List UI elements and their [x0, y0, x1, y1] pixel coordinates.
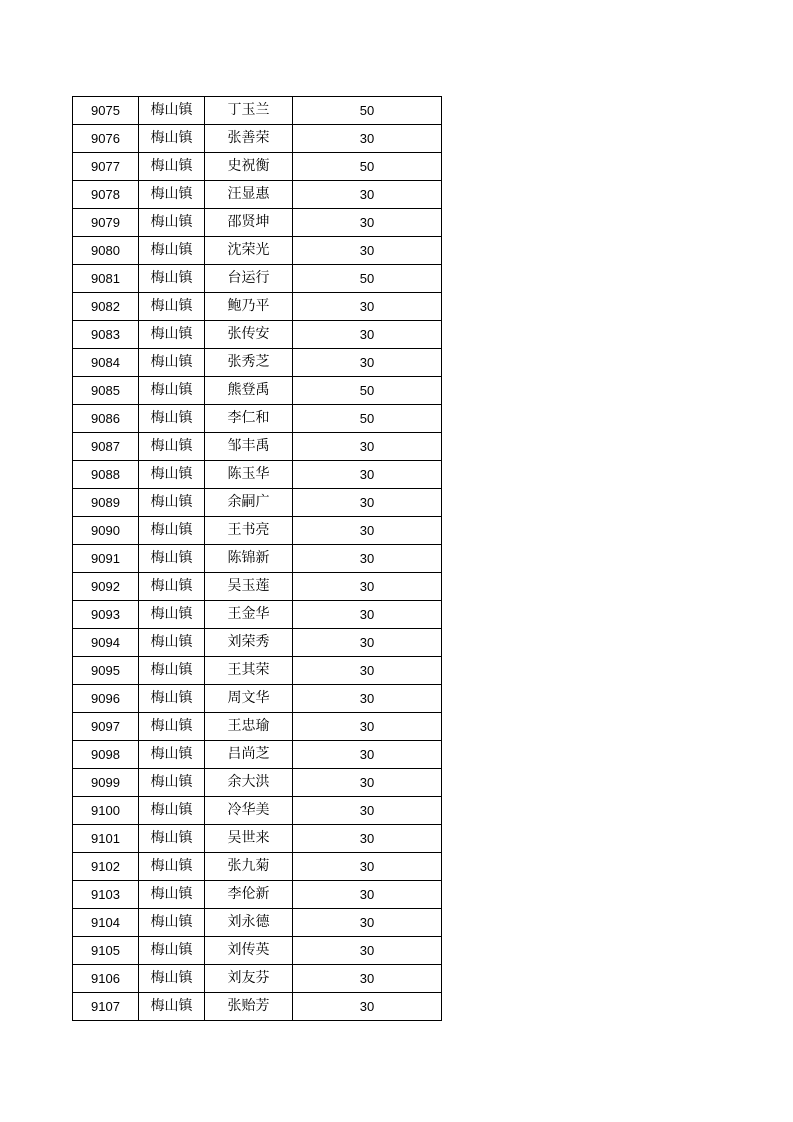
amount-cell: 50 — [293, 153, 442, 181]
row-id-cell: 9088 — [73, 461, 139, 489]
amount-cell: 30 — [293, 937, 442, 965]
table-row — [73, 937, 442, 965]
town-cell: 梅山镇 — [139, 321, 205, 349]
amount-cell: 30 — [293, 293, 442, 321]
amount-cell: 30 — [293, 853, 442, 881]
amount-cell: 30 — [293, 741, 442, 769]
row-id-cell: 9092 — [73, 573, 139, 601]
table-row — [73, 265, 442, 293]
amount-cell: 30 — [293, 993, 442, 1021]
person-name-cell: 张秀芝 — [205, 349, 293, 377]
town-cell: 梅山镇 — [139, 489, 205, 517]
row-id-cell: 9080 — [73, 237, 139, 265]
person-name-cell: 陈玉华 — [205, 461, 293, 489]
row-id-cell: 9077 — [73, 153, 139, 181]
town-cell: 梅山镇 — [139, 209, 205, 237]
table-row — [73, 405, 442, 433]
town-cell: 梅山镇 — [139, 937, 205, 965]
table-row — [73, 573, 442, 601]
amount-cell: 30 — [293, 769, 442, 797]
town-cell: 梅山镇 — [139, 601, 205, 629]
row-id-cell: 9090 — [73, 517, 139, 545]
town-cell: 梅山镇 — [139, 153, 205, 181]
amount-cell: 30 — [293, 909, 442, 937]
row-id-cell: 9082 — [73, 293, 139, 321]
person-name-cell: 刘传英 — [205, 937, 293, 965]
roster-table-body — [73, 97, 442, 1021]
table-row — [73, 125, 442, 153]
person-name-cell: 吕尚芝 — [205, 741, 293, 769]
amount-cell: 30 — [293, 489, 442, 517]
town-cell: 梅山镇 — [139, 125, 205, 153]
town-cell: 梅山镇 — [139, 181, 205, 209]
person-name-cell: 李伦新 — [205, 881, 293, 909]
table-row — [73, 797, 442, 825]
table-row — [73, 97, 442, 125]
town-cell: 梅山镇 — [139, 657, 205, 685]
row-id-cell: 9091 — [73, 545, 139, 573]
table-row — [73, 881, 442, 909]
town-cell: 梅山镇 — [139, 685, 205, 713]
row-id-cell: 9084 — [73, 349, 139, 377]
person-name-cell: 王忠瑜 — [205, 713, 293, 741]
town-cell: 梅山镇 — [139, 769, 205, 797]
table-row — [73, 349, 442, 377]
row-id-cell: 9102 — [73, 853, 139, 881]
person-name-cell: 李仁和 — [205, 405, 293, 433]
town-cell: 梅山镇 — [139, 825, 205, 853]
amount-cell: 30 — [293, 825, 442, 853]
town-cell: 梅山镇 — [139, 797, 205, 825]
table-row — [73, 153, 442, 181]
town-cell: 梅山镇 — [139, 97, 205, 125]
table-row — [73, 909, 442, 937]
person-name-cell: 吴世来 — [205, 825, 293, 853]
amount-cell: 30 — [293, 433, 442, 461]
row-id-cell: 9078 — [73, 181, 139, 209]
table-row — [73, 601, 442, 629]
amount-cell: 30 — [293, 321, 442, 349]
table-row — [73, 293, 442, 321]
town-cell: 梅山镇 — [139, 629, 205, 657]
row-id-cell: 9087 — [73, 433, 139, 461]
person-name-cell: 汪显惠 — [205, 181, 293, 209]
person-name-cell: 余嗣广 — [205, 489, 293, 517]
amount-cell: 30 — [293, 797, 442, 825]
town-cell: 梅山镇 — [139, 545, 205, 573]
row-id-cell: 9085 — [73, 377, 139, 405]
person-name-cell: 王书亮 — [205, 517, 293, 545]
town-cell: 梅山镇 — [139, 965, 205, 993]
row-id-cell: 9097 — [73, 713, 139, 741]
row-id-cell: 9089 — [73, 489, 139, 517]
amount-cell: 30 — [293, 545, 442, 573]
table-row — [73, 489, 442, 517]
table-row — [73, 713, 442, 741]
row-id-cell: 9098 — [73, 741, 139, 769]
table-row — [73, 321, 442, 349]
row-id-cell: 9079 — [73, 209, 139, 237]
table-row — [73, 461, 442, 489]
person-name-cell: 熊登禹 — [205, 377, 293, 405]
town-cell: 梅山镇 — [139, 993, 205, 1021]
table-row — [73, 433, 442, 461]
person-name-cell: 史祝衡 — [205, 153, 293, 181]
amount-cell: 50 — [293, 377, 442, 405]
table-row — [73, 657, 442, 685]
amount-cell: 30 — [293, 349, 442, 377]
amount-cell: 30 — [293, 517, 442, 545]
table-row — [73, 629, 442, 657]
amount-cell: 50 — [293, 97, 442, 125]
amount-cell: 30 — [293, 601, 442, 629]
table-row — [73, 993, 442, 1021]
row-id-cell: 9076 — [73, 125, 139, 153]
person-name-cell: 张九菊 — [205, 853, 293, 881]
town-cell: 梅山镇 — [139, 433, 205, 461]
town-cell: 梅山镇 — [139, 349, 205, 377]
town-cell: 梅山镇 — [139, 461, 205, 489]
person-name-cell: 刘荣秀 — [205, 629, 293, 657]
town-cell: 梅山镇 — [139, 713, 205, 741]
town-cell: 梅山镇 — [139, 377, 205, 405]
person-name-cell: 陈锦新 — [205, 545, 293, 573]
person-name-cell: 鲍乃平 — [205, 293, 293, 321]
row-id-cell: 9100 — [73, 797, 139, 825]
row-id-cell: 9096 — [73, 685, 139, 713]
amount-cell: 30 — [293, 629, 442, 657]
row-id-cell: 9086 — [73, 405, 139, 433]
table-row — [73, 181, 442, 209]
row-id-cell: 9105 — [73, 937, 139, 965]
amount-cell: 30 — [293, 713, 442, 741]
row-id-cell: 9103 — [73, 881, 139, 909]
person-name-cell: 王金华 — [205, 601, 293, 629]
town-cell: 梅山镇 — [139, 517, 205, 545]
table-row — [73, 517, 442, 545]
table-row — [73, 685, 442, 713]
person-name-cell: 余大洪 — [205, 769, 293, 797]
row-id-cell: 9107 — [73, 993, 139, 1021]
amount-cell: 30 — [293, 181, 442, 209]
person-name-cell: 周文华 — [205, 685, 293, 713]
town-cell: 梅山镇 — [139, 237, 205, 265]
row-id-cell: 9094 — [73, 629, 139, 657]
amount-cell: 30 — [293, 209, 442, 237]
town-cell: 梅山镇 — [139, 573, 205, 601]
person-name-cell: 台运行 — [205, 265, 293, 293]
table-row — [73, 377, 442, 405]
roster-table — [72, 96, 442, 1021]
person-name-cell: 王其荣 — [205, 657, 293, 685]
town-cell: 梅山镇 — [139, 265, 205, 293]
table-row — [73, 769, 442, 797]
amount-cell: 50 — [293, 405, 442, 433]
town-cell: 梅山镇 — [139, 741, 205, 769]
person-name-cell: 刘友芬 — [205, 965, 293, 993]
table-row — [73, 853, 442, 881]
town-cell: 梅山镇 — [139, 881, 205, 909]
row-id-cell: 9106 — [73, 965, 139, 993]
person-name-cell: 张传安 — [205, 321, 293, 349]
row-id-cell: 9104 — [73, 909, 139, 937]
row-id-cell: 9101 — [73, 825, 139, 853]
amount-cell: 30 — [293, 125, 442, 153]
town-cell: 梅山镇 — [139, 853, 205, 881]
amount-cell: 30 — [293, 657, 442, 685]
table-row — [73, 209, 442, 237]
table-row — [73, 741, 442, 769]
table-row — [73, 545, 442, 573]
row-id-cell: 9083 — [73, 321, 139, 349]
amount-cell: 30 — [293, 461, 442, 489]
table-row — [73, 965, 442, 993]
amount-cell: 30 — [293, 965, 442, 993]
amount-cell: 30 — [293, 573, 442, 601]
person-name-cell: 邹丰禹 — [205, 433, 293, 461]
person-name-cell: 邵贤坤 — [205, 209, 293, 237]
row-id-cell: 9099 — [73, 769, 139, 797]
person-name-cell: 张贻芳 — [205, 993, 293, 1021]
town-cell: 梅山镇 — [139, 909, 205, 937]
table-row — [73, 237, 442, 265]
row-id-cell: 9093 — [73, 601, 139, 629]
person-name-cell: 丁玉兰 — [205, 97, 293, 125]
amount-cell: 30 — [293, 237, 442, 265]
row-id-cell: 9081 — [73, 265, 139, 293]
amount-cell: 30 — [293, 685, 442, 713]
person-name-cell: 沈荣光 — [205, 237, 293, 265]
person-name-cell: 刘永德 — [205, 909, 293, 937]
person-name-cell: 冷华美 — [205, 797, 293, 825]
row-id-cell: 9075 — [73, 97, 139, 125]
town-cell: 梅山镇 — [139, 293, 205, 321]
person-name-cell: 张善荣 — [205, 125, 293, 153]
person-name-cell: 吴玉莲 — [205, 573, 293, 601]
amount-cell: 30 — [293, 881, 442, 909]
town-cell: 梅山镇 — [139, 405, 205, 433]
table-row — [73, 825, 442, 853]
amount-cell: 50 — [293, 265, 442, 293]
row-id-cell: 9095 — [73, 657, 139, 685]
